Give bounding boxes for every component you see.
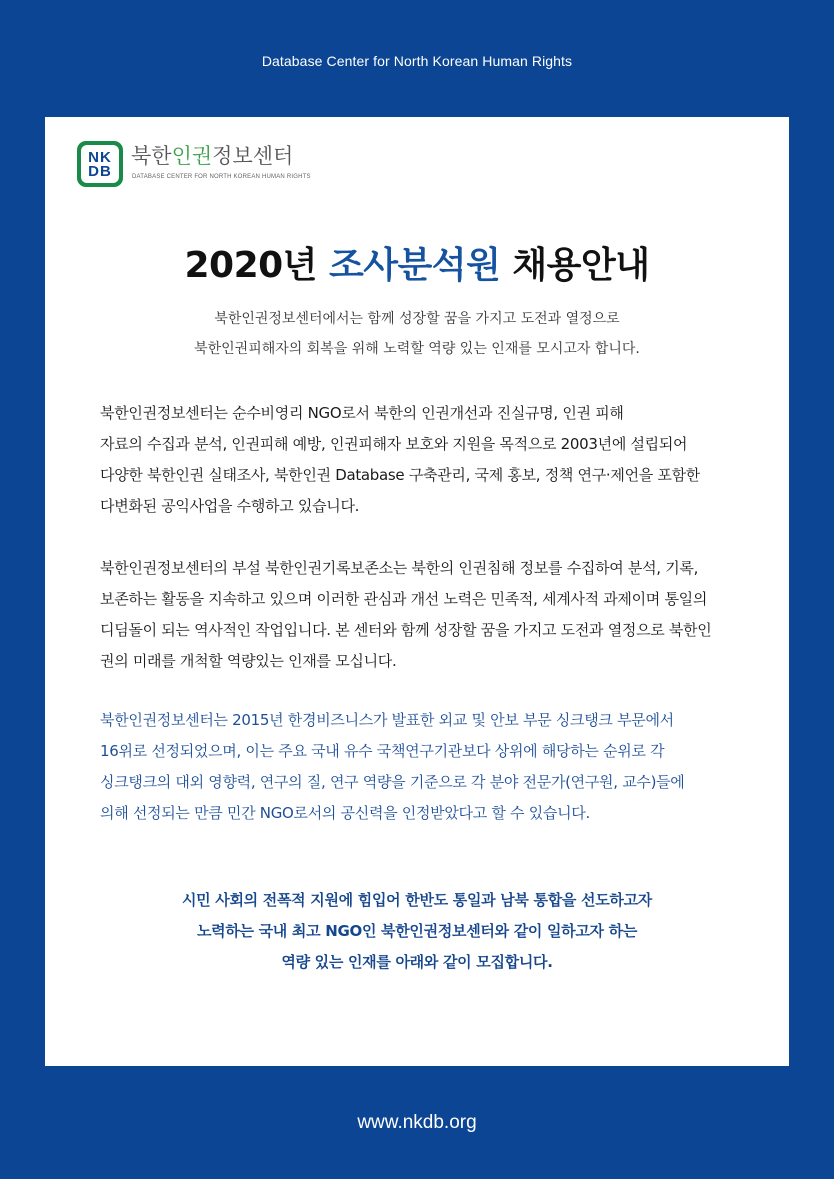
title-suffix: 채용안내 [500, 245, 650, 286]
logo-name-part1: 북한 [131, 144, 172, 168]
paragraph-line: 의해 선정되는 만큼 민간 NGO로서의 공신력을 인정받았다고 할 수 있습니다. [100, 804, 590, 822]
paragraph-line: 다양한 북한인권 실태조사, 북한인권 Database 구축관리, 국제 홍보, 정책 연구·제언을 포함한 [100, 466, 700, 484]
paragraph-line: 16위로 선정되었으며, 이는 주요 국내 유수 국책연구기관보다 상위에 해당하는 순위로 각 [100, 742, 665, 760]
nkdb-logo[interactable] [77, 141, 337, 191]
closing-line: 역량 있는 인재를 아래와 같이 모집합니다. [281, 953, 553, 971]
paragraph-archive [100, 553, 760, 677]
logo-name-english: DATABASE CENTER FOR NORTH KOREAN HUMAN RIGHTS [132, 174, 311, 180]
intro-line: 북한인권정보센터에서는 함께 성장할 꿈을 가지고 도전과 열정으로 [214, 311, 620, 327]
website-url-link[interactable]: www.nkdb.org [357, 1112, 477, 1133]
page-title [45, 241, 789, 291]
logo-mark-line1: NK [88, 149, 112, 166]
notice-card [45, 117, 789, 1066]
logo-name-part2: 정보센터 [212, 144, 294, 168]
closing-statement [45, 885, 789, 978]
logo-name-accent: 인권 [171, 144, 213, 168]
paragraph-line: 권의 미래를 개척할 역량있는 인재를 모십니다. [100, 652, 397, 670]
paragraph-line: 자료의 수집과 분석, 인권피해 예방, 인권피해자 보호와 지원을 목적으로 2003년에 설립되어 [100, 435, 688, 453]
paragraph-line: 북한인권정보센터의 부설 북한인권기록보존소는 북한의 인권침해 정보를 수집하여 분석, 기록, [100, 559, 699, 577]
paragraph-line: 다변화된 공익사업을 수행하고 있습니다. [100, 497, 360, 515]
closing-line: 노력하는 국내 최고 NGO인 북한인권정보센터와 같이 일하고자 하는 [196, 922, 638, 940]
paragraph-line: 북한인권정보센터는 2015년 한경비즈니스가 발표한 외교 및 안보 부문 싱크탱크 부문에서 [100, 711, 674, 729]
logo-mark-line2: DB [88, 163, 112, 180]
paragraph-line: 싱크탱크의 대외 영향력, 연구의 질, 연구 역량을 기준으로 각 분야 전문가(연구원, 교수)들에 [100, 773, 685, 791]
org-name-header: Database Center for North Korean Human Rights [261, 53, 573, 69]
paragraph-ranking [100, 705, 760, 829]
paragraph-line: 디딤돌이 되는 역사적인 작업입니다. 본 센터와 함께 성장할 꿈을 가지고 도전과 열정으로 북한인 [100, 621, 712, 639]
paragraph-about [100, 398, 760, 522]
logo-name-korean [131, 143, 293, 169]
intro-line: 북한인권피해자의 회복을 위해 노력할 역량 있는 인재를 모시고자 합니다. [194, 341, 640, 357]
title-prefix: 2020년 [184, 245, 329, 286]
title-highlight: 조사분석원 [328, 245, 501, 286]
nkdb-logo-icon [77, 141, 123, 187]
closing-line: 시민 사회의 전폭적 지원에 힘입어 한반도 통일과 남북 통합을 선도하고자 [181, 891, 652, 909]
paragraph-line: 보존하는 활동을 지속하고 있으며 이러한 관심과 개선 노력은 민족적, 세계사적 과제이며 통일의 [100, 590, 708, 608]
intro-text [45, 304, 789, 364]
paragraph-line: 북한인권정보센터는 순수비영리 NGO로서 북한의 인권개선과 진실규명, 인권 피해 [100, 404, 624, 422]
